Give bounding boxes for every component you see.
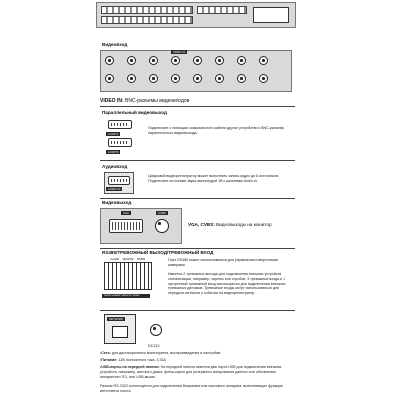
bullet-power <box>100 358 296 363</box>
panel-port-block <box>253 7 289 23</box>
bullet-network <box>100 351 296 356</box>
bnc-connector-icon <box>193 56 202 65</box>
bnc-connector-icon <box>127 74 136 83</box>
vga-tag: VGA <box>123 211 129 215</box>
rs485-bar: RS485 | ALARM | SENSOR | RS485 <box>102 294 150 298</box>
bnc-connector-icon <box>193 74 202 83</box>
audio-connector-panel <box>104 172 134 194</box>
bnc-connector-icon <box>215 74 224 83</box>
loop-a-connector-icon <box>108 120 132 129</box>
rs485-heading: RS485/ТРЕВОЖНЫЙ ВЫХОД/ТРЕВОЖНЫЙ ВХОД <box>102 250 214 255</box>
bnc-connector-icon <box>149 56 158 65</box>
divider <box>100 248 295 249</box>
video-in-caption-text: BNC-разъемы видеовходов <box>123 98 190 104</box>
bullet-usb <box>100 365 296 379</box>
footer-text: Разъем RS-232C используется для подключения банкомата или кассового аппарата, выполняющих функцию интеллекта текста. <box>100 384 284 393</box>
bullet-network-text: для дистанционного мониторинга, воспроизведения и настройки. <box>111 351 222 355</box>
rs485-text-1: Порт RS485 может использоваться для управления поворотными камерами. <box>168 258 278 267</box>
network-tag: NETWORK <box>109 317 124 321</box>
panel-connector-row-3 <box>197 6 247 14</box>
bullet-network-label: Сеть: <box>101 351 111 355</box>
divider <box>100 198 295 199</box>
bnc-connector-icon <box>237 74 246 83</box>
bullet-power-text: 12В постоянного тока, 3.33А <box>117 358 166 362</box>
power-label: DC12V <box>148 344 160 348</box>
divider <box>100 310 295 311</box>
bullet-power-label: Питание: <box>101 358 118 362</box>
video-in-caption-label: VIDEO IN: <box>100 98 124 104</box>
bnc-connector-icon <box>237 56 246 65</box>
ethernet-port-icon <box>112 326 128 338</box>
bnc-connector-icon <box>215 56 224 65</box>
panel-connector-row-2 <box>101 16 193 24</box>
loop-a-tag: LOOP A <box>108 132 119 136</box>
video-in-loop-tag: VIDEO IN <box>173 50 186 54</box>
parallel-heading: Параллельный видеовыход <box>102 110 167 115</box>
bnc-connector-icon <box>259 74 268 83</box>
terminal-labels: ALARM SENSOR RS485 <box>110 258 146 261</box>
bnc-connector-icon <box>105 74 114 83</box>
video-out-panel <box>100 208 182 244</box>
rear-panel-illustration <box>96 2 296 28</box>
panel-connector-row-1 <box>101 6 193 14</box>
cvbs-connector-icon <box>155 219 169 233</box>
parallel-text: Подключите с помощью коаксиального кабеля другое устройство к BNC-разъему параллельного видеовыхода. <box>148 126 284 135</box>
bnc-connector-icon <box>259 56 268 65</box>
loop-b-connector-icon <box>108 138 132 147</box>
video-in-caption <box>100 98 189 104</box>
video-out-caption-text: Видеовыходы на монитор <box>214 222 272 227</box>
video-out-heading: Видеовыход <box>102 200 132 205</box>
power-connector-icon <box>150 324 162 336</box>
bnc-connector-icon <box>127 56 136 65</box>
network-port-box <box>104 314 136 344</box>
bnc-connector-icon <box>105 56 114 65</box>
divider <box>100 160 295 161</box>
bnc-connector-icon <box>171 74 180 83</box>
audio-connector-icon <box>108 176 130 185</box>
video-in-heading: Видеовход <box>102 42 128 47</box>
cvbs-tag: CVBS <box>158 211 166 215</box>
terminal-block <box>104 262 152 290</box>
video-out-caption <box>188 222 272 227</box>
bnc-connector-icon <box>149 74 158 83</box>
bnc-connector-icon <box>171 56 180 65</box>
loop-b-tag: LOOP B <box>108 150 119 154</box>
divider <box>100 106 295 107</box>
bullet-usb-text: На передней панели имеется два порта USB для подключения внешних устройств, например, жесткого диска, флеш-карты для резервного копирования данных или обновления аппаратного ПО, или USB-мыши. <box>100 365 282 379</box>
audio-heading: Аудиовход <box>102 164 128 169</box>
video-in-panel <box>100 50 292 92</box>
audio-text: Цифровой видеорегистратор может выполнять запись аудио до 8 источников. Подключите источники звука амплитудой 1В к разъемам Audio-In. <box>148 174 279 183</box>
video-out-caption-label: VGA, CVBS: <box>188 222 215 227</box>
audio-tag: AUDIO IN <box>108 187 121 191</box>
bullet-usb-label: USB-порты на передней панели: <box>101 365 160 369</box>
vga-connector-icon <box>109 219 143 233</box>
rs485-text-2: Имеется 2 тревожных выхода для подключения внешних устройств сигнализации, например, сирены или стробов. 3 тревожных входа и 1 экстренный тревожный вход используются для подключения внешних тревожных датчиков. Тревожные входы могут использоваться для передачи сигналов о событии на видеорегистратор. <box>168 272 286 296</box>
